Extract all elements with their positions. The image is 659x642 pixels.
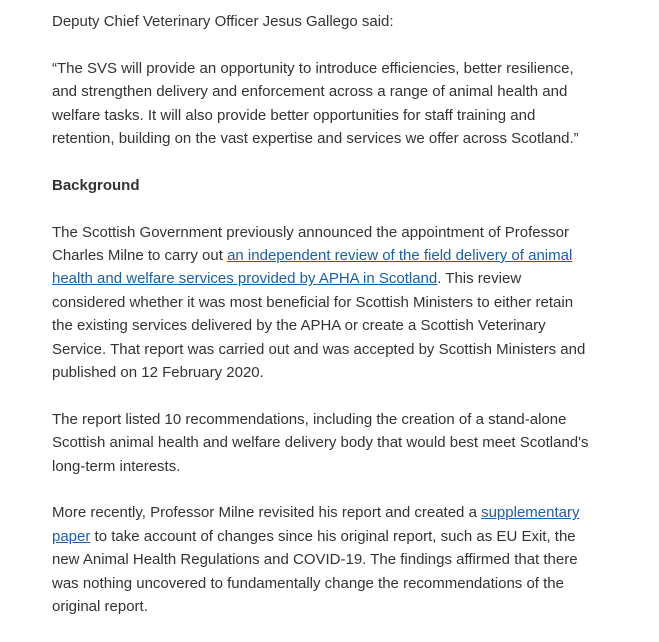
independent-review-link[interactable]: an independent review of the field delivery of animal health and welfare services provided by APHA in Scotland xyxy=(52,247,573,288)
background-heading: Background xyxy=(52,176,140,194)
para3-text-before-link: More recently, Professor Milne revisited his report and created a xyxy=(52,504,482,522)
background-paragraph-1 xyxy=(52,221,597,385)
para3-text-after-link: to take account of changes since his original report, such as EU Exit, the new Animal Health Regulations and COVID-19. The findings affirmed that there was nothing uncovered to fundamentally change the recommendations of the original report. xyxy=(52,527,578,616)
quote-paragraph: “The SVS will provide an opportunity to introduce efficiencies, better resilience, and strengthen delivery and enforcement across a range of animal health and welfare tasks. It will also provide better opportunities for staff training and retention, building on the vast expertise and services we offer across Scotland.” xyxy=(52,59,579,148)
para1-text-before-link: The Scottish Government previously announced the appointment of Professor Charles Milne to carry out xyxy=(52,223,569,265)
supplementary-paper-link[interactable]: supplementary paper xyxy=(52,504,580,545)
para1-text-after-link: . This review considered whether it was most beneficial for Scottish Ministers to either retain the existing services delivered by the APHA or create a Scottish Veterinary Service. That report was carried out and was accepted by Scottish Ministers and published on 12 February 2020. xyxy=(52,270,586,382)
background-paragraph-3 xyxy=(52,501,597,618)
intro-line: Deputy Chief Veterinary Officer Jesus Gallego said: xyxy=(52,13,394,30)
article-body xyxy=(52,10,597,642)
background-paragraph-2: The report listed 10 recommendations, including the creation of a stand-alone Scottish animal health and welfare delivery body that would best meet Scotland's long-term interests. xyxy=(52,410,589,475)
